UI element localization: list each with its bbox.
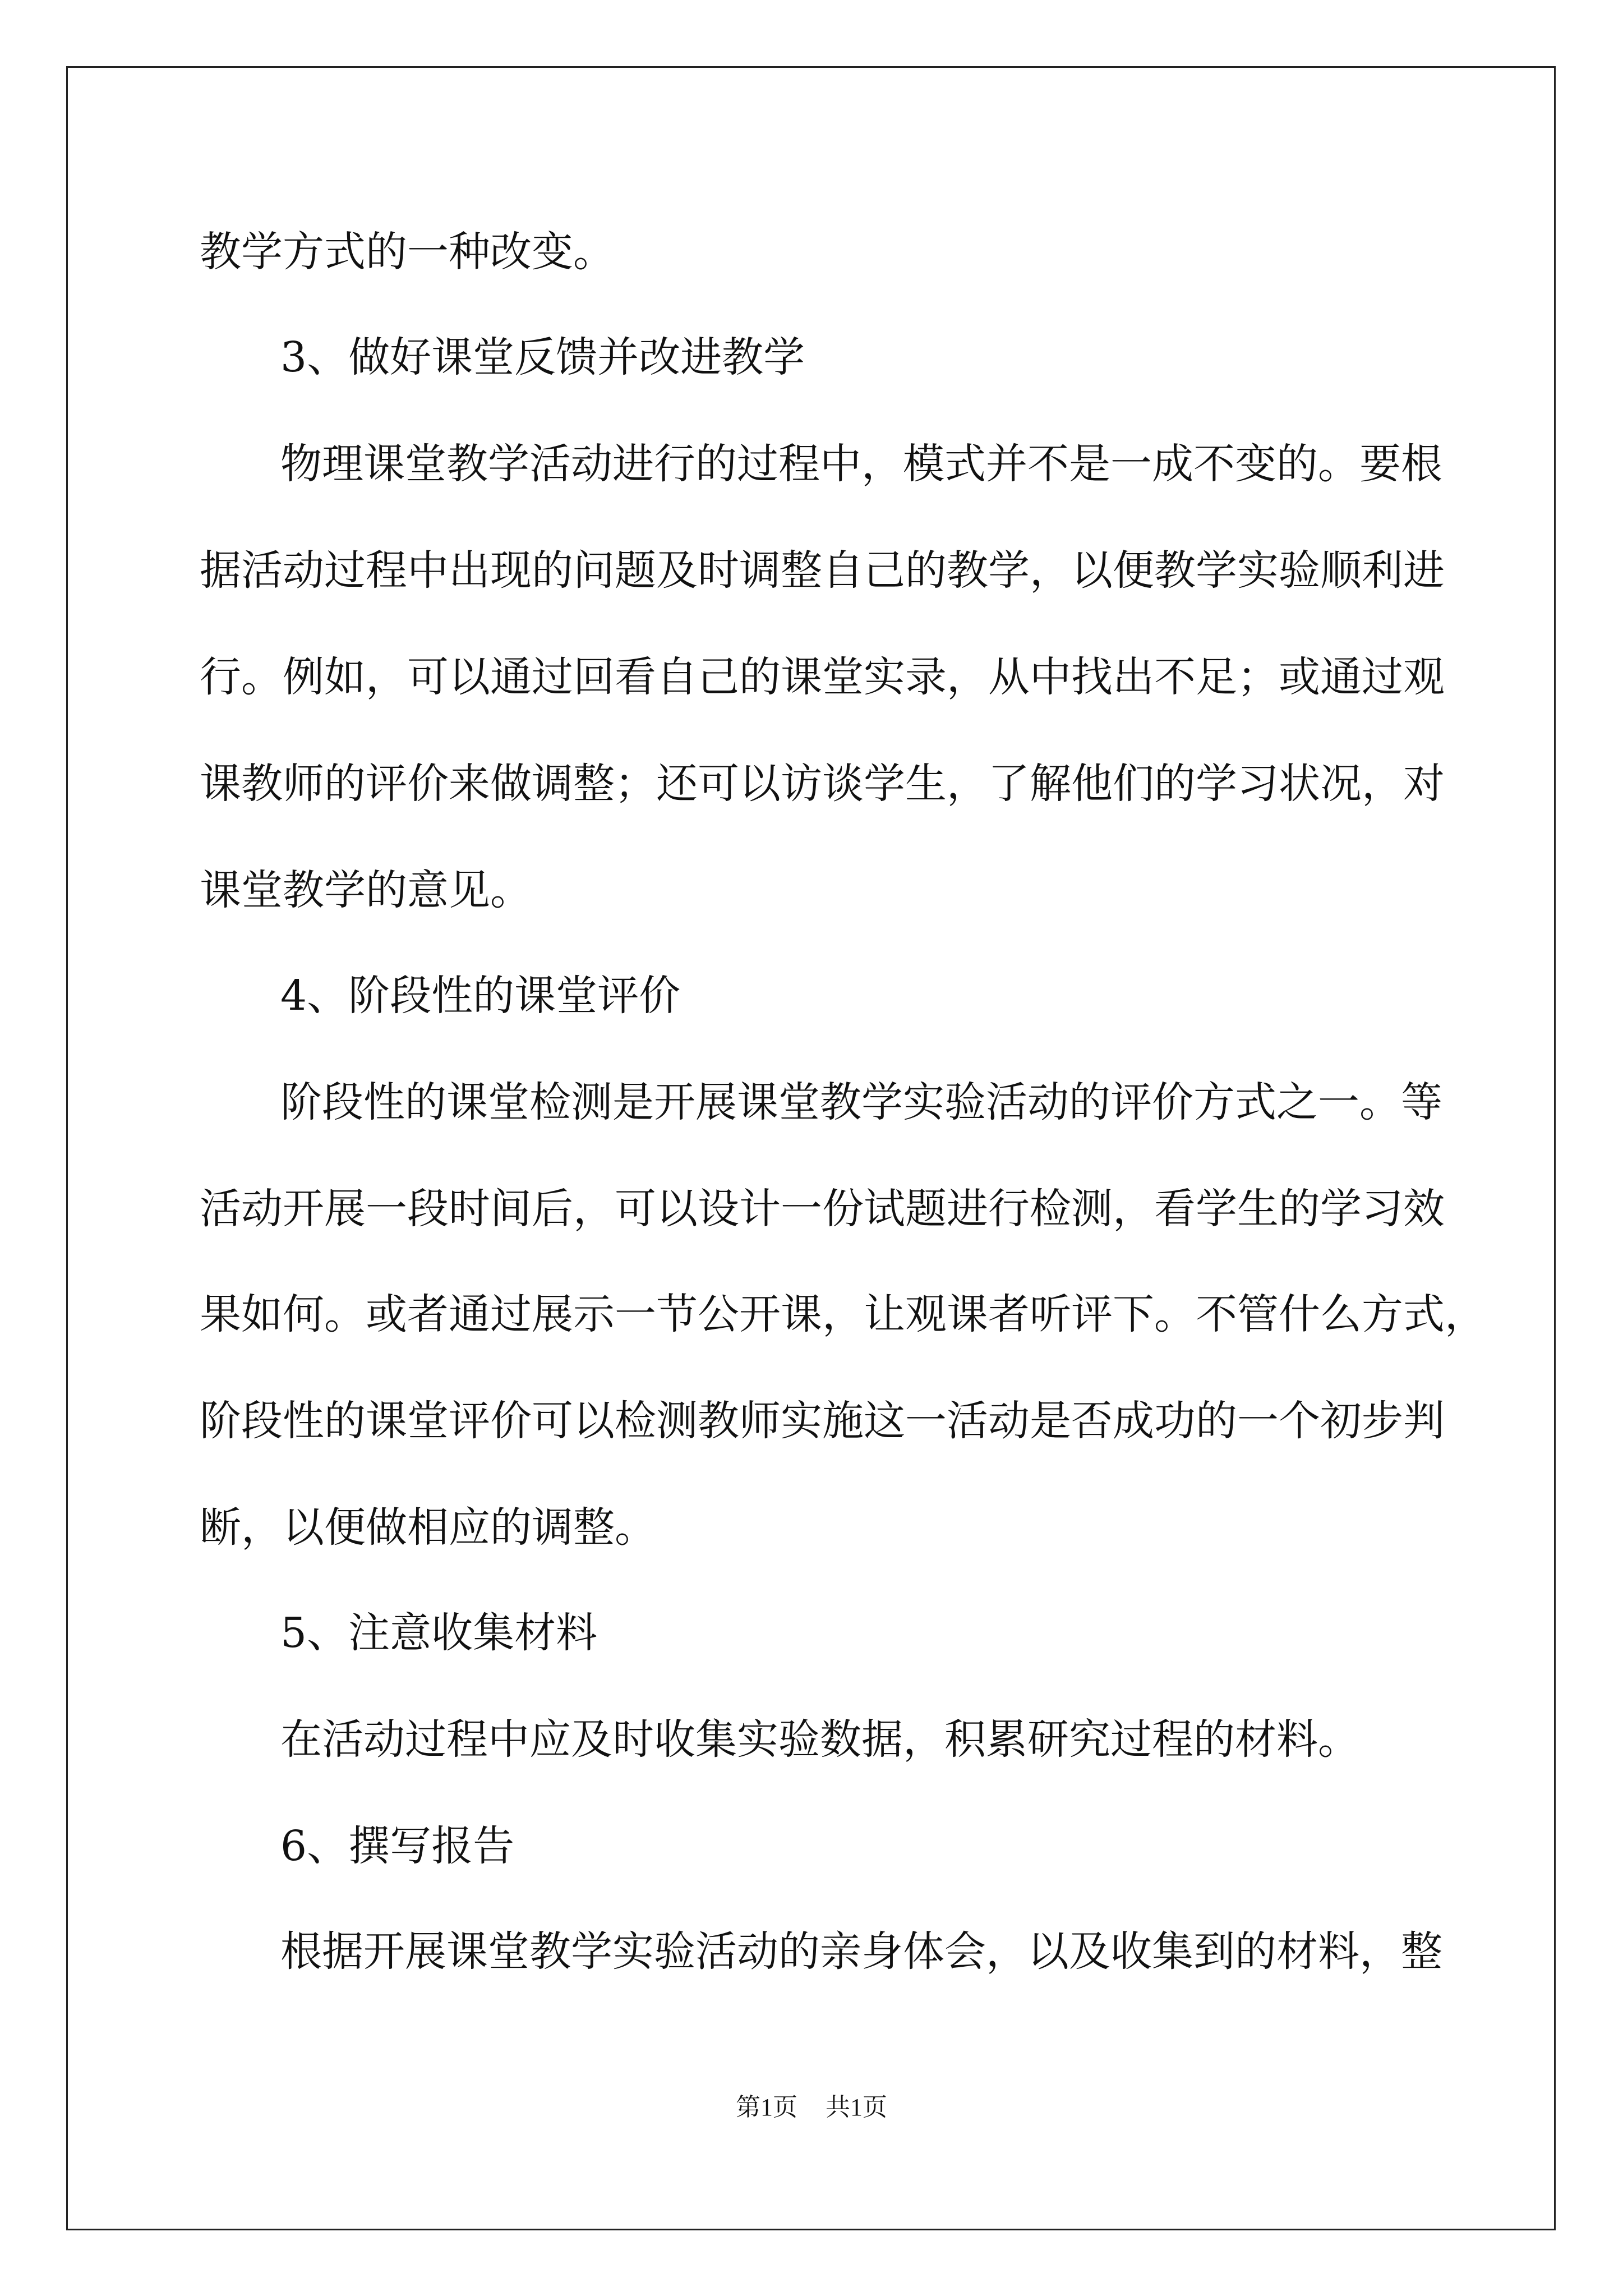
- paragraph-line: 物理课堂教学活动进行的过程中，模式并不是一成不变的。要根: [280, 440, 1442, 488]
- paragraph-line: 根据开展课堂教学实验活动的亲身体会，以及收集到的材料，整: [280, 1927, 1442, 1976]
- paragraph-line: 阶段性的课堂检测是开展课堂教学实验活动的评价方式之一。等: [280, 1078, 1442, 1126]
- paragraph-line: 行。例如，可以通过回看自己的课堂实录，从中找出不足；或通过观: [200, 653, 1445, 701]
- section-heading-6: 6、撰写报告: [280, 1822, 515, 1870]
- page-number: 第1页: [736, 2093, 797, 2121]
- page-footer: [0, 2095, 1623, 2120]
- body-line-continuation: 教学方式的一种改变。: [200, 228, 615, 276]
- page-total: 共1页: [826, 2093, 887, 2121]
- section-heading-4: 4、阶段性的课堂评价: [280, 972, 681, 1020]
- page-border: [66, 66, 1556, 2230]
- paragraph-line: 断，以便做相应的调整。: [200, 1503, 656, 1552]
- section-heading-3: 3、做好课堂反馈并改进教学: [280, 333, 805, 381]
- paragraph-line: 果如何。或者通过展示一节公开课，让观课者听评下。不管什么方式，: [200, 1290, 1486, 1338]
- paragraph-line: 课堂教学的意见。: [200, 866, 532, 914]
- paragraph-line: 据活动过程中出现的问题及时调整自己的教学，以便教学实验顺利进: [200, 546, 1445, 595]
- section-heading-5: 5、注意收集材料: [280, 1609, 598, 1657]
- paragraph-line: 阶段性的课堂评价可以检测教师实施这一活动是否成功的一个初步判: [200, 1397, 1445, 1445]
- paragraph-line: 课教师的评价来做调整；还可以访谈学生，了解他们的学习状况，对: [200, 760, 1445, 808]
- paragraph-line: 在活动过程中应及时收集实验数据，积累研究过程的材料。: [280, 1715, 1359, 1764]
- paragraph-line: 活动开展一段时间后，可以设计一份试题进行检测，看学生的学习效: [200, 1185, 1445, 1233]
